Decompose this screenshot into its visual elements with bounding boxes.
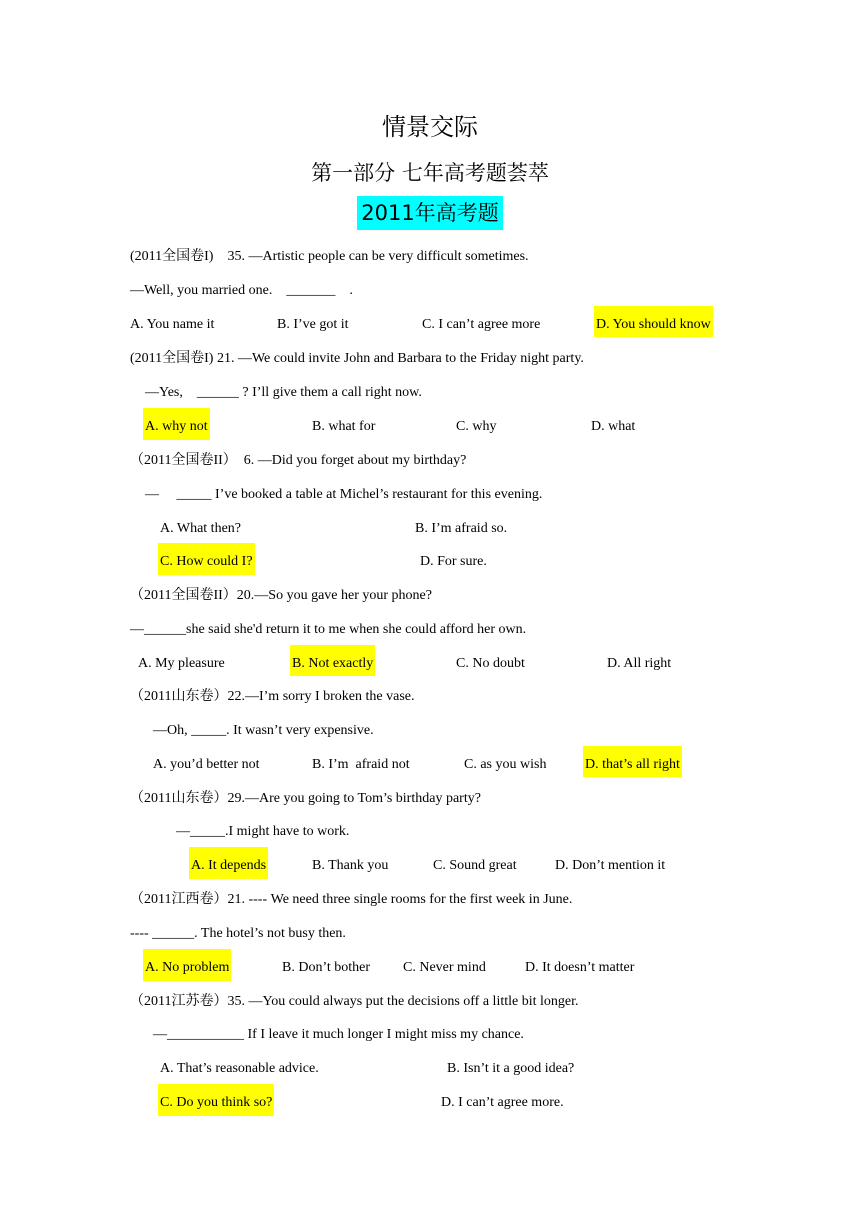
question-8-reply: —___________ If I leave it much longer I might miss my chance. xyxy=(153,1027,524,1042)
question-5-option-c: C. as you wish xyxy=(464,757,547,772)
question-2-reply: —Yes, ______ ? I’ll give them a call right now. xyxy=(145,385,422,400)
question-4-option-d: D. All right xyxy=(607,656,672,671)
question-2-option-d: D. what xyxy=(591,419,636,434)
question-3-option-b: B. I’m afraid so. xyxy=(415,521,508,536)
question-3-option-d: D. For sure. xyxy=(420,554,487,569)
question-7-option-a-answer: A. No problem xyxy=(143,949,231,981)
question-3-stem: （2011全国卷II） 6. —Did you forget about my birthday? xyxy=(130,453,467,468)
question-7-reply: ---- ______. The hotel’s not busy then. xyxy=(130,926,346,941)
question-7-option-d: D. It doesn’t matter xyxy=(525,960,635,975)
question-7-stem: （2011江西卷）21. ---- We need three single rooms for the first week in June. xyxy=(130,892,573,907)
question-4-option-b-answer: B. Not exactly xyxy=(290,645,375,676)
question-8-option-a: A. That’s reasonable advice. xyxy=(160,1061,319,1076)
question-7-option-c: C. Never mind xyxy=(403,960,486,975)
question-7-option-b: B. Don’t bother xyxy=(282,960,371,975)
part-heading: 第一部分 七年高考题荟萃 xyxy=(311,161,549,185)
question-5-option-b: B. I’m afraid not xyxy=(312,757,410,772)
question-8-option-d: D. I can’t agree more. xyxy=(441,1095,564,1110)
question-1-reply: —Well, you married one. _______ . xyxy=(130,283,353,298)
question-1-option-a: A. You name it xyxy=(130,317,215,332)
question-1-stem: (2011全国卷I) 35. —Artistic people can be very difficult sometimes. xyxy=(130,249,529,264)
question-6-option-d: D. Don’t mention it xyxy=(555,858,666,873)
question-4-option-a: A. My pleasure xyxy=(138,656,225,671)
question-8-stem: （2011江苏卷）35. —You could always put the decisions off a little bit longer. xyxy=(130,994,579,1009)
question-2-option-c: C. why xyxy=(456,419,497,434)
question-5-option-a: A. you’d better not xyxy=(153,757,260,772)
question-4-stem: （2011全国卷II）20.—So you gave her your phone? xyxy=(130,588,432,603)
question-6-option-b: B. Thank you xyxy=(312,858,389,873)
section-heading: 2011年高考题 xyxy=(357,196,502,230)
question-1-option-d-answer: D. You should know xyxy=(594,306,713,337)
question-3-option-c-answer: C. How could I? xyxy=(158,543,255,575)
question-6-stem: （2011山东卷）29.—Are you going to Tom’s birthday party? xyxy=(130,791,481,806)
question-4-reply: —______she said she'd return it to me when she could afford her own. xyxy=(130,622,527,637)
page-title: 情景交际 xyxy=(382,113,478,141)
question-5-reply: —Oh, _____. It wasn’t very expensive. xyxy=(153,723,374,738)
question-8-option-b: B. Isn’t it a good idea? xyxy=(447,1061,575,1076)
question-6-option-a-answer: A. It depends xyxy=(189,847,268,879)
question-3-reply: — _____ I’ve booked a table at Michel’s restaurant for this evening. xyxy=(145,487,543,502)
question-5-option-d-answer: D. that’s all right xyxy=(583,746,682,777)
question-6-option-c: C. Sound great xyxy=(433,858,517,873)
question-3-option-a: A. What then? xyxy=(160,521,241,536)
question-6-reply: —_____.I might have to work. xyxy=(176,824,350,839)
question-8-option-c-answer: C. Do you think so? xyxy=(158,1084,274,1116)
section-heading-wrap xyxy=(0,196,860,230)
question-2-stem: (2011全国卷I) 21. —We could invite John and Barbara to the Friday night party. xyxy=(130,351,584,366)
question-1-option-c: C. I can’t agree more xyxy=(422,317,541,332)
question-5-stem: （2011山东卷）22.—I’m sorry I broken the vase. xyxy=(130,689,415,704)
question-4-option-c: C. No doubt xyxy=(456,656,525,671)
question-2-option-a-answer: A. why not xyxy=(143,408,210,440)
question-1-option-b: B. I’ve got it xyxy=(277,317,349,332)
question-2-option-b: B. what for xyxy=(312,419,376,434)
